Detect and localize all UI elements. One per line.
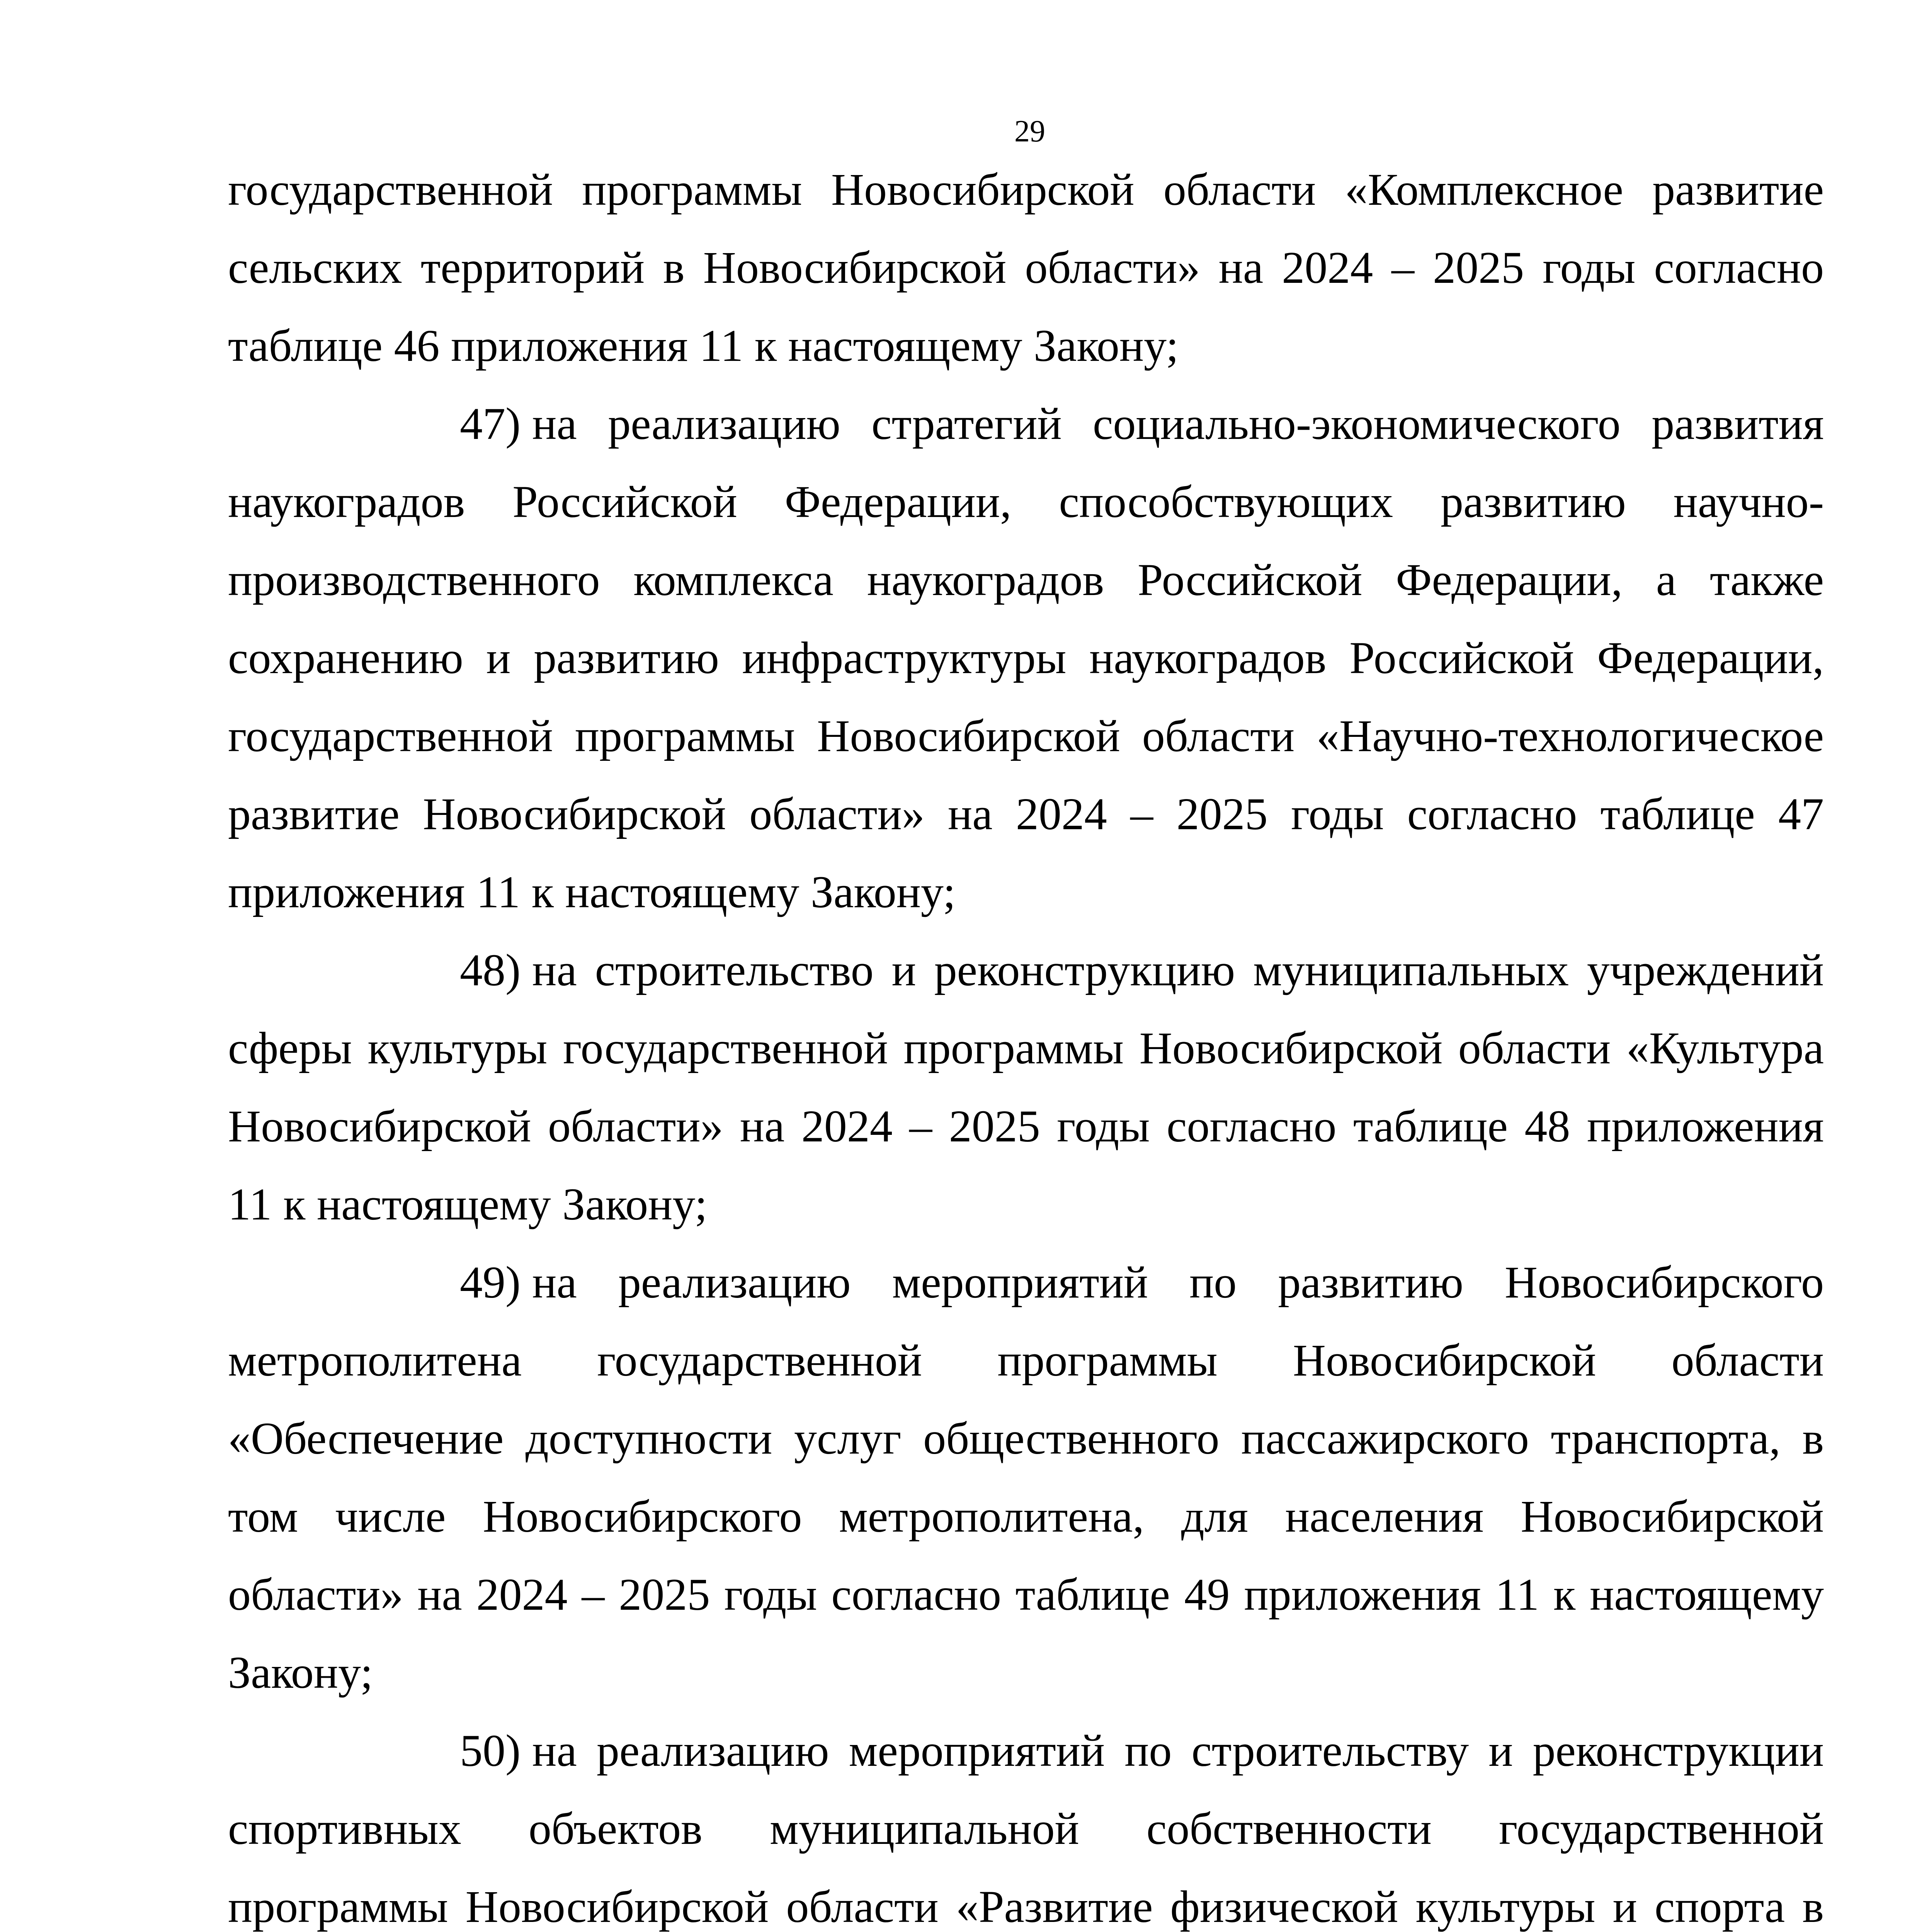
list-item-number: 47) [460,398,521,449]
list-item-50 [228,1712,1824,1932]
list-item-number: 48) [460,945,521,995]
list-item-49 [228,1243,1824,1712]
paragraph-text: на реализацию стратегий социально-экономического развития наукоградов Российской Федерации, способствующих развитию научно-производственного комплекса наукоградов Российской Федерации, а также сохранению и развитию инфраструктуры наукоградов Российской Федерации, государственной программы Новосибирской области «Научно-технологическое развитие Новосибирской области» на 2024 – 2025 годы согласно таблице 47 приложения 11 к настоящему Закону; [228,398,1824,917]
paragraph-continuation [228,151,1824,385]
list-item-47 [228,385,1824,931]
paragraph-text: на строительство и реконструкцию муниципальных учреждений сферы культуры государственной программы Новосибирской области «Культура Новосибирской области» на 2024 – 2025 годы согласно таблице 48 приложения 11 к настоящему Закону; [228,945,1824,1230]
document-body [228,151,1824,1932]
paragraph-text: государственной программы Новосибирской области «Комплексное развитие сельских территорий в Новосибирской области» на 2024 – 2025 годы согласно таблице 46 приложения 11 к настоящему Закону; [228,164,1824,371]
list-item-number: 50) [460,1725,521,1776]
page-number: 29 [1014,114,1045,148]
list-item-48 [228,931,1824,1243]
list-item-number: 49) [460,1257,521,1308]
paragraph-text: на реализацию мероприятий по развитию Новосибирского метрополитена государственной программы Новосибирской области «Обеспечение доступности услуг общественного пассажирского транспорта, в том числе Новосибирского метрополитена, для населения Новосибирской области» на 2024 – 2025 годы согласно таблице 49 приложения 11 к настоящему Закону; [228,1257,1824,1698]
paragraph-text: на реализацию мероприятий по строительству и реконструкции спортивных объектов муниципальной собственности государственной программы Новосибирской области «Развитие физической культуры и спорта в [228,1725,1824,1932]
